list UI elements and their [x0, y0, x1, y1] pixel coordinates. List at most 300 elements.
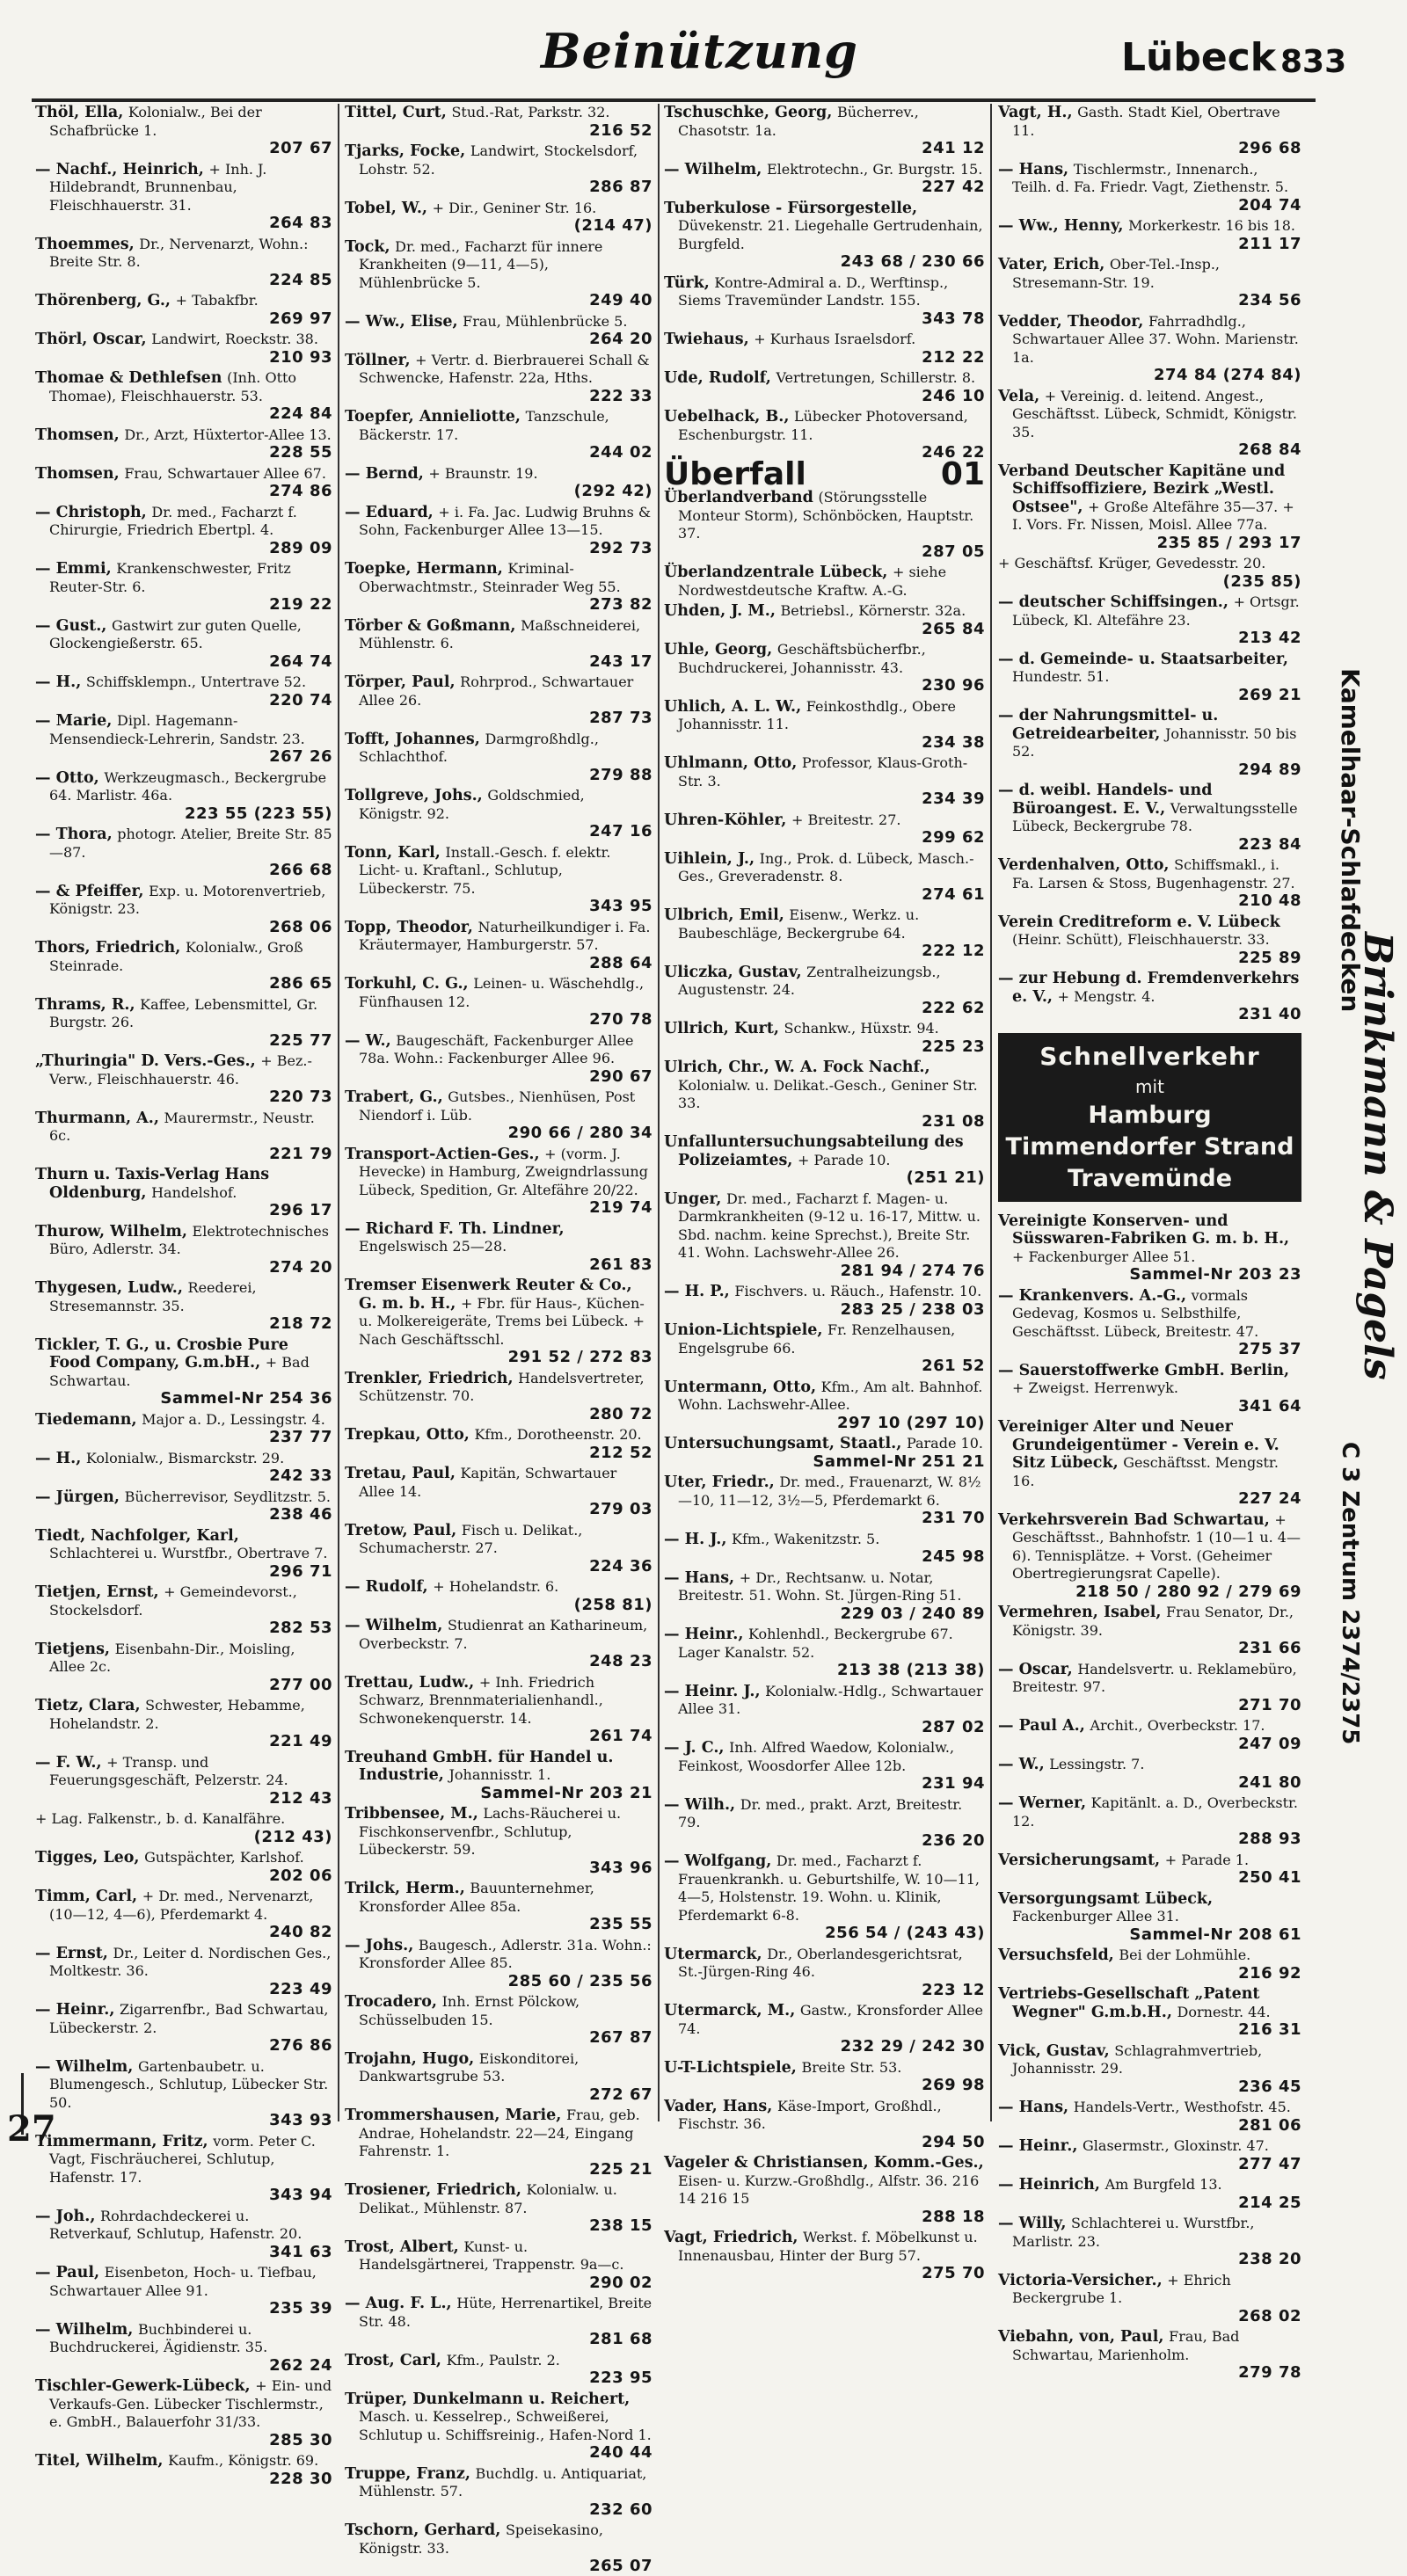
directory-entry	[664, 2059, 985, 2095]
entry-phone: 212 52	[589, 1443, 652, 1462]
entry-details: Eisenbahn-Dir., Moisling, Allee 2c.	[49, 1640, 295, 1675]
entry-name: — Otto,	[35, 768, 99, 787]
directory-entry	[998, 2328, 1301, 2383]
directory-entry	[35, 1166, 332, 1220]
entry-phone: 288 93	[1238, 1830, 1301, 1848]
entry-name: Untersuchungsamt, Staatl.,	[664, 1435, 902, 1452]
entry-name: — Krankenvers. A.-G.,	[998, 1286, 1187, 1305]
entry-name: Ulrich, Chr., W. A. Fock Nachf.,	[664, 1059, 930, 1076]
directory-entry	[35, 292, 332, 328]
entry-phone: 241 12	[922, 139, 985, 157]
entry-name: Versorgungsamt Lübeck,	[998, 1889, 1214, 1908]
entry-phone: 249 40	[589, 291, 652, 309]
entry-name: — Heinr.,	[664, 1626, 744, 1643]
entry-name: Tonn, Karl,	[345, 843, 441, 862]
entry-details: Lessingstr. 7.	[1049, 1756, 1145, 1772]
entry-phone: 294 89	[1238, 760, 1301, 779]
directory-entry	[998, 856, 1301, 911]
entry-details: Kaffee, Lebensmittel, Gr. Burgstr. 26.	[49, 995, 318, 1030]
entry-phone: 245 98	[922, 1547, 985, 1566]
entry-name: — Wilhelm,	[35, 2057, 134, 2076]
directory-entry	[998, 2215, 1301, 2269]
entry-phone: 290 67	[589, 1066, 652, 1086]
entry-name: — & Pfeiffer,	[35, 882, 144, 900]
entry-name: — Thora,	[35, 826, 113, 843]
directory-entry	[998, 1212, 1301, 1284]
entry-details: Kolonialw. u. Delikat.-Gesch., Geniner Str. 33.	[678, 1076, 978, 1111]
entry-details: Geschäftsbücherfbr., Buchdruckerei, Johannisstr. 43.	[678, 641, 926, 676]
entry-details: + Ortsgr. Lübeck, Kl. Altefähre 23.	[1012, 593, 1300, 629]
entry-phone: 248 23	[589, 1652, 652, 1670]
entry-details: Vertretungen, Schillerstr. 8.	[776, 369, 976, 386]
directory-entry	[345, 313, 652, 349]
entry-details: Lachs-Räucherei u. Fischkonservenfbr., Schlutup, Lübeckerstr. 59.	[359, 1805, 622, 1858]
entry-phone: 243 68 / 230 66	[840, 252, 985, 271]
entry-details: Dr. med., prakt. Arzt, Breitestr. 79.	[678, 1795, 963, 1830]
entry-name: — d. Gemeinde- u. Staatsarbeiter,	[998, 650, 1288, 668]
column-4-upper	[998, 104, 1301, 1024]
entry-phone: 225 21	[589, 2159, 652, 2179]
entry-details: Dornestr. 44.	[1177, 2003, 1271, 2020]
entry-name: Thurmann, A.,	[35, 1109, 159, 1127]
entry-details: Elektrotechnisches Büro, Adlerstr. 34.	[49, 1222, 329, 1257]
directory-entry	[35, 769, 332, 824]
entry-phone: 240 44	[589, 2443, 652, 2462]
entry-phone: 240 82	[269, 1923, 332, 1941]
entry-phone: 268 84	[1238, 440, 1301, 459]
entry-phone: 227 24	[1238, 1489, 1301, 1508]
directory-entry	[664, 2154, 985, 2226]
entry-name: Uihlein, J.,	[664, 849, 755, 868]
entry-name: Thörl, Oscar,	[35, 331, 147, 348]
column-divider	[338, 104, 339, 2121]
directory-column-2	[345, 104, 652, 2575]
entry-name: Tigges, Leo,	[35, 1849, 140, 1867]
directory-entry	[345, 408, 652, 462]
entry-name: — Christoph,	[35, 503, 147, 521]
entry-phone: 219 22	[269, 595, 332, 614]
directory-entry	[664, 408, 985, 462]
directory-entry	[998, 256, 1301, 310]
entry-name: Uhlmann, Otto,	[664, 754, 798, 772]
entry-phone: (214 47)	[573, 216, 652, 235]
entry-name: Transport-Actien-Ges.,	[345, 1145, 540, 1163]
entry-phone: 246 22	[922, 443, 985, 462]
entry-details: + Inh. J. Hildebrandt, Brunnenbau, Fleischhauerstr. 31.	[49, 160, 267, 214]
entry-details: Hundestr. 51.	[1012, 668, 1110, 685]
directory-entry	[35, 104, 332, 158]
entry-name: Timm, Carl,	[35, 1888, 138, 1905]
entry-name: — Ww., Elise,	[345, 312, 458, 331]
entry-details: Dr., Nervenarzt, Wohn.: Breite Str. 8.	[49, 235, 309, 270]
entry-details: Fackenburger Allee 31.	[1012, 1908, 1179, 1925]
entry-phone: 238 20	[1238, 2250, 1301, 2268]
entry-name: Vereiniger Alter und Neuer Grundeigentümer - Verein e. V. Sitz Lübeck,	[998, 1418, 1279, 1472]
entry-details: Kfm., Dorotheenstr. 20.	[474, 1426, 642, 1443]
entry-phone: 211 17	[1238, 234, 1301, 253]
entry-details: + Ein- und Verkaufs-Gen. Lübecker Tischlermstr., e. GmbH., Balauerfohr 31/33.	[49, 2377, 332, 2430]
entry-phone: 279 03	[589, 1500, 652, 1518]
entry-name: „Thuringia" D. Vers.-Ges.,	[35, 1052, 256, 1070]
directory-entry	[35, 2321, 332, 2376]
entry-phone: 297 10 (297 10)	[837, 1413, 985, 1432]
directory-entry	[664, 1133, 985, 1188]
directory-entry	[35, 1754, 332, 1808]
entry-details: + Braunstr. 19.	[428, 464, 538, 482]
entry-name: — Wilhelm,	[35, 2320, 134, 2339]
directory-entry	[664, 1283, 985, 1319]
entry-name: Uhle, Georg,	[664, 641, 773, 659]
directory-entry	[35, 1945, 332, 1999]
directory-entry	[345, 1805, 652, 1877]
entry-details: Elektrotechn., Gr. Burgstr. 15.	[766, 160, 983, 178]
entry-phone: 288 64	[589, 953, 652, 972]
entry-details: Schlachterei u. Wurstfbr., Obertrave 7.	[49, 1545, 328, 1561]
entry-phone: 343 96	[589, 1858, 652, 1877]
entry-phone: 231 08	[922, 1111, 985, 1131]
entry-details: Maurermstr., Neustr. 6c.	[49, 1109, 315, 1144]
directory-entry	[998, 1717, 1301, 1753]
directory-entry	[664, 602, 985, 638]
entry-details: Tanzschule, Bäckerstr. 17.	[359, 408, 609, 443]
entry-details: Feinkosthdlg., Obere Johannisstr. 11.	[678, 697, 956, 732]
entry-details: + Parade 10.	[797, 1151, 891, 1168]
directory-entry	[35, 1849, 332, 1885]
entry-details: Buchbinderei u. Buchdruckerei, Ägidienstr. 35.	[49, 2320, 268, 2355]
directory-entry	[35, 1697, 332, 1751]
ad-destination: Hamburg	[1088, 1101, 1212, 1129]
directory-entry	[35, 1641, 332, 1695]
ad-destination: Travemünde	[1067, 1164, 1233, 1192]
directory-entry	[664, 2229, 985, 2283]
entry-phone: 224 85	[269, 270, 332, 289]
entry-phone: 286 65	[269, 974, 332, 993]
entry-name: Timmermann, Fritz,	[35, 2132, 208, 2150]
entry-details: vorm. Peter C. Vagt, Fischräucherei, Schlutup, Hafenstr. 17.	[49, 2132, 316, 2186]
directory-entry	[998, 388, 1301, 460]
entry-phone: 272 67	[589, 2085, 652, 2104]
directory-entry	[345, 1220, 652, 1275]
entry-details: Install.-Gesch. f. elektr. Licht- u. Kraftanl., Schlutup, Lübeckerstr. 75.	[359, 843, 611, 897]
entry-name: Tietjen, Ernst,	[35, 1583, 159, 1601]
entry-details: + Transp. und Feuerungsgeschäft, Pelzerstr. 24.	[49, 1753, 288, 1788]
entry-phone: 212 22	[922, 347, 985, 367]
entry-phone: 247 09	[1238, 1734, 1301, 1753]
entry-phone: 222 33	[589, 386, 652, 405]
entry-phone: 212 43	[269, 1788, 332, 1808]
directory-entry	[345, 617, 652, 672]
entry-name: Uhden, J. M.,	[664, 602, 776, 620]
entry-phone: 341 64	[1238, 1396, 1301, 1415]
directory-entry	[664, 1190, 985, 1281]
entry-phone: 228 55	[269, 443, 332, 462]
directory-entry	[35, 465, 332, 501]
entry-name: Thrams, R.,	[35, 995, 135, 1014]
directory-entry	[35, 1279, 332, 1334]
entry-details: Baugesch., Adlerstr. 31a. Wohn.: Kronsforder Allee 85.	[359, 1936, 652, 1971]
entry-phone: 222 62	[922, 998, 985, 1017]
entry-phone: 218 72	[269, 1314, 332, 1333]
directory-entry	[664, 1569, 985, 1624]
entry-phone: (251 21)	[906, 1168, 985, 1187]
entry-name: Union-Lichtspiele,	[664, 1321, 823, 1339]
entry-details: + Geschäftsf. Krüger, Gevedesstr. 20.	[998, 555, 1266, 571]
entry-name: Tock,	[345, 237, 390, 256]
entry-phone: 216 52	[589, 120, 652, 140]
entry-details: Verwaltungsstelle Lübeck, Beckergrube 78.	[1012, 799, 1298, 834]
entry-phone: 237 77	[269, 1428, 332, 1446]
directory-entry	[35, 2058, 332, 2130]
entry-details: + Mengstr. 4.	[1057, 987, 1155, 1005]
entry-details: Frau, Schwartauer Allee 67.	[124, 464, 326, 482]
entry-name: Vader, Hans,	[664, 2097, 773, 2115]
entry-details: Masch. u. Kesselrep., Schweißerei, Schlutup u. Schiffsreinig., Hafen-Nord 1.	[359, 2408, 652, 2443]
entry-details: Parade 10.	[906, 1435, 983, 1452]
directory-entry	[998, 1418, 1301, 1509]
entry-details: Eiskonditorei, Dankwartsgrube 53.	[359, 2049, 580, 2085]
entry-phone: 236 45	[1238, 2077, 1301, 2096]
entry-phone: 221 49	[269, 1732, 332, 1750]
entry-name: — Hans,	[998, 160, 1069, 178]
directory-entry	[664, 850, 985, 905]
entry-phone: 279 88	[589, 765, 652, 784]
entry-name: Tretow, Paul,	[345, 1521, 457, 1539]
entry-details: Schlachterei u. Wurstfbr., Marlistr. 23.	[1012, 2215, 1255, 2250]
entry-name: Vela,	[998, 387, 1040, 405]
entry-details: Fahrradhdlg., Schwartauer Allee 37. Wohn. Marienstr. 1a.	[1012, 312, 1299, 366]
entry-name: Thörenberg, G.,	[35, 292, 171, 309]
directory-entry	[998, 2272, 1301, 2326]
entry-details: Inh. Ernst Pölckow, Schüsselbuden 15.	[359, 1993, 580, 2028]
directory-entry	[35, 1527, 332, 1582]
entry-name: Tofft, Johannes,	[345, 730, 480, 748]
entry-phone: 281 94 / 274 76	[840, 1261, 985, 1280]
entry-name: Tietz, Clara,	[35, 1697, 141, 1714]
entry-details: Dr., Oberlandesgerichtsrat, St.-Jürgen-Ring 46.	[678, 1945, 963, 1980]
entry-details: Lübecker Photoversand, Eschenburgstr. 11.	[678, 408, 968, 443]
entry-details: Goldschmied, Königstr. 92.	[359, 787, 585, 822]
entry-details: Zentralheizungsb., Augustenstr. 24.	[678, 963, 941, 998]
directory-entry	[664, 2002, 985, 2056]
entry-name: Topp, Theodor,	[345, 918, 473, 936]
entry-details: Bücherrev., Chasotstr. 1a.	[678, 104, 919, 139]
entry-name: Verdenhalven, Otto,	[998, 856, 1170, 874]
entry-phone: 274 84 (274 84)	[1154, 366, 1301, 384]
directory-entry	[664, 1946, 985, 2000]
entry-details: Gastwirt zur guten Quelle, Glockengießerstr. 65.	[49, 616, 302, 651]
entry-details: Fr. Renzelhausen, Engelsgrube 66.	[678, 1321, 956, 1357]
entry-phone: 231 66	[1238, 1639, 1301, 1657]
margin-ad-firm: Brinkmann & Pagels	[1355, 932, 1400, 1380]
entry-name: Trettau, Ludw.,	[345, 1673, 475, 1692]
entry-phone: 229 03 / 240 89	[840, 1604, 985, 1623]
entry-phone: 207 67	[269, 139, 332, 157]
entry-details: Maßschneiderei, Mühlenstr. 6.	[359, 616, 641, 651]
entry-phone: 210 93	[269, 347, 332, 367]
directory-entry	[35, 673, 332, 709]
directory-entry	[345, 1578, 652, 1614]
entry-name: Unger,	[664, 1190, 722, 1208]
entry-name: Tjarks, Focke,	[345, 142, 466, 160]
entry-name: — Aug. F. L.,	[345, 2295, 452, 2312]
entry-name: Vagt, H.,	[998, 104, 1073, 121]
entry-name: Thoemmes,	[35, 235, 135, 253]
page-number: 833	[1280, 44, 1347, 80]
margin-ad-product: Kamelhaar-Schlafdecken	[1336, 668, 1365, 1013]
entry-details: Am Burgfeld 13.	[1104, 2176, 1222, 2193]
entry-phone: 277 00	[269, 1675, 332, 1694]
entry-name: Thurn u. Taxis-Verlag Hans Oldenburg,	[35, 1166, 270, 1202]
entry-phone: 202 06	[269, 1866, 332, 1885]
directory-entry	[35, 1583, 332, 1638]
entry-name: Vedder, Theodor,	[998, 312, 1144, 331]
directory-entry	[35, 617, 332, 672]
city-title: Lübeck	[1121, 35, 1277, 80]
directory-entry	[998, 2042, 1301, 2097]
directory-entry	[664, 811, 985, 848]
entry-name: — Jürgen,	[35, 1488, 120, 1506]
directory-entry	[345, 731, 652, 785]
entry-details: Dipl. Hagemann-Mensendieck-Lehrerin, Sandstr. 23.	[49, 712, 305, 747]
entry-name: — Heinr.,	[35, 2001, 115, 2019]
directory-entry	[345, 1937, 652, 1991]
entry-phone: 277 47	[1238, 2154, 1301, 2173]
entry-details: Schiffsmakl., i. Fa. Larsen & Stoss, Bugenhagenstr. 27.	[1012, 856, 1295, 891]
entry-name: Thygesen, Ludw.,	[35, 1279, 183, 1297]
entry-name: Vater, Erich,	[998, 256, 1105, 273]
entry-details: + Fackenburger Allee 51.	[1012, 1248, 1196, 1265]
directory-entry	[998, 1947, 1301, 1983]
entry-phone: 273 82	[589, 595, 652, 614]
directory-entry	[998, 1661, 1301, 1715]
entry-details: + Dr., Rechtsanw. u. Notar, Breitestr. 51. Wohn. St. Jürgen-Ring 51.	[678, 1568, 962, 1604]
entry-details: Kolonialw. u. Delikat., Mühlenstr. 87.	[359, 2181, 617, 2216]
directory-entry	[998, 1511, 1301, 1602]
directory-entry	[35, 1810, 332, 1846]
entry-details: Handelsvertreter, Schützenstr. 70.	[359, 1369, 645, 1404]
entry-details: Frau, Mühlenbrücke 5.	[463, 312, 628, 330]
entry-phone: 243 17	[589, 651, 652, 671]
entry-details: Darmgroßhdlg., Schlachthof.	[359, 730, 599, 765]
entry-name: Trabert, G.,	[345, 1088, 443, 1106]
section-heading	[664, 455, 985, 492]
entry-name: Trocadero,	[345, 1993, 437, 2011]
entry-phone: 234 39	[922, 790, 985, 808]
entry-name: — Heinr. J.,	[664, 1682, 761, 1700]
entry-details: Kolonialw.-Hdlg., Schwartauer Allee 31.	[678, 1682, 983, 1717]
entry-details: Dr. med., Facharzt f. Magen- u. Darmkrankheiten (9-12 u. 16-17, Mittw. u. Sbd. nachm. keine Sprechst.), Breite Str. 41. Wohn. Lachswehr-Allee 26.	[678, 1190, 981, 1261]
directory-entry	[345, 1749, 652, 1803]
entry-name: — Wilhelm,	[664, 160, 762, 178]
entry-phone: 291 52 / 272 83	[507, 1348, 652, 1366]
entry-name: Thomae & Dethlefsen	[35, 369, 222, 387]
directory-entry	[664, 564, 985, 600]
entry-phone: 268 06	[269, 917, 332, 936]
directory-entry	[345, 844, 652, 916]
directory-entry	[35, 826, 332, 880]
entry-name: Thurow, Wilhelm,	[35, 1222, 187, 1241]
entry-details: Leinen- u. Wäschehdlg., Fünfhausen 12.	[359, 975, 645, 1010]
directory-entry	[345, 919, 652, 973]
directory-entry	[664, 1435, 985, 1471]
entry-phone: 213 38 (213 38)	[837, 1661, 985, 1679]
entry-details: Buchdlg. u. Antiquariat, Mühlenstr. 57.	[359, 2464, 647, 2500]
entry-details: Kapitän, Schwartauer Allee 14.	[359, 1465, 617, 1500]
directory-entry	[35, 2264, 332, 2318]
entry-name: — Hans,	[664, 1568, 735, 1587]
entry-phone: 224 84	[269, 404, 332, 423]
entry-phone: 281 68	[589, 2330, 652, 2348]
directory-entry	[345, 2521, 652, 2576]
entry-details: Hüte, Herrenartikel, Breite Str. 48.	[359, 2295, 652, 2330]
entry-details: Gasth. Stadt Kiel, Obertrave 11.	[1012, 104, 1280, 139]
directory-entry	[998, 313, 1301, 385]
entry-phone: 267 87	[589, 2028, 652, 2047]
entry-phone: Sammel-Nr 208 61	[1129, 1925, 1301, 1944]
ad-destination: Timmendorfer Strand	[1005, 1132, 1294, 1161]
entry-details: Frau, Bad Schwartau, Marienholm.	[1012, 2328, 1240, 2363]
entry-details: Gutsbes., Nienhüsen, Post Niendorf i. Lüb.	[359, 1088, 636, 1124]
entry-details: + Breitestr. 27.	[791, 811, 901, 828]
entry-phone: 275 70	[922, 2264, 985, 2282]
entry-phone: 204 74	[1238, 195, 1301, 215]
entry-phone: 281 06	[1238, 2115, 1301, 2135]
entry-details: Frau, geb. Andrae, Hohelandstr. 22—24, Eingang Fahrenstr. 1.	[359, 2107, 640, 2159]
entry-details: Werkzeugmasch., Beckergrube 64. Marlistr. 46a.	[49, 768, 327, 804]
directory-entry	[35, 883, 332, 937]
entry-details: + Lag. Falkenstr., b. d. Kanalfähre.	[35, 1810, 286, 1827]
directory-entry	[345, 2465, 652, 2520]
entry-phone: 268 02	[1238, 2306, 1301, 2325]
entry-details: + Tabakfbr.	[175, 292, 259, 309]
directory-entry	[998, 913, 1301, 968]
entry-details: + Vereinig. d. leitend. Angest., Geschäftsst. Lübeck, Schmidt, Königstr. 35.	[1012, 387, 1297, 440]
entry-details: Stud.-Rat, Parkstr. 32.	[451, 104, 610, 120]
entry-phone: 265 84	[922, 619, 985, 638]
entry-phone: 235 85 / 293 17	[1156, 533, 1301, 552]
entry-name: Tiedemann,	[35, 1410, 137, 1429]
directory-entry	[998, 1604, 1301, 1658]
entry-name: Törber & Goßmann,	[345, 616, 516, 635]
directory-entry	[998, 2176, 1301, 2212]
directory-entry	[345, 104, 652, 140]
entry-name: — Hans,	[998, 2099, 1069, 2116]
entry-phone: 225 77	[269, 1030, 332, 1050]
entry-name: Truppe, Franz,	[345, 2464, 470, 2483]
directory-entry	[345, 142, 652, 197]
section-title: Überfall	[664, 455, 806, 492]
section-code: 01	[940, 455, 985, 492]
directory-entry	[664, 1739, 985, 1794]
entry-details: + Bad Schwartau.	[49, 1354, 310, 1389]
entry-phone: 231 40	[1238, 1005, 1301, 1023]
entry-name: Törper, Paul,	[345, 673, 456, 691]
entry-details: + Kurhaus Israelsdorf.	[754, 331, 916, 347]
directory-entry	[345, 238, 652, 310]
entry-name: Torkuhl, C. G.,	[345, 975, 469, 993]
directory-entry	[345, 560, 652, 615]
entry-details: Geschäftsst. Mengstr. 16.	[1012, 1454, 1279, 1489]
entry-name: Vick, Gustav,	[998, 2041, 1110, 2060]
entry-details: + (vorm. J. Hevecke) in Hamburg, Zweigndrlassung Lübeck, Spedition, Gr. Altefähre 20/22.	[359, 1145, 648, 1198]
entry-name: Toepke, Hermann,	[345, 560, 503, 578]
entry-details: Engelswisch 25—28.	[359, 1238, 507, 1255]
directory-entry	[345, 1880, 652, 1934]
entry-details: Archit., Overbeckstr. 17.	[1090, 1717, 1265, 1734]
entry-phone: 235 55	[589, 1915, 652, 1933]
entry-phone: Sammel-Nr 251 21	[813, 1452, 985, 1471]
entry-phone: 241 80	[1238, 1772, 1301, 1792]
